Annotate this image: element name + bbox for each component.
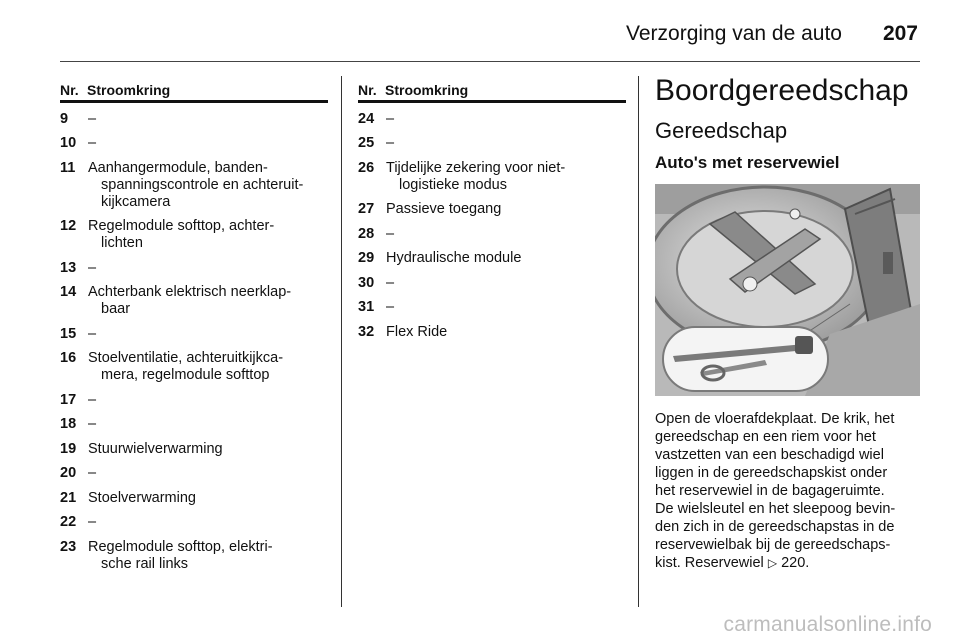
fuse-number: 10	[60, 135, 77, 151]
column-divider-left	[341, 76, 342, 607]
circuit-description-line: Stuurwielverwarming	[88, 440, 223, 457]
circuit-description	[87, 539, 328, 573]
fuse-number: 15	[60, 325, 77, 342]
circuit-description	[385, 160, 626, 194]
circuit-description	[385, 201, 626, 218]
table-header	[358, 82, 626, 103]
header-rule	[60, 61, 920, 62]
table-header	[60, 82, 328, 103]
circuit-description-line: –	[386, 225, 395, 242]
circuit-description	[385, 135, 626, 152]
circuit-description-line: Aanhangermodule, banden-	[88, 159, 268, 176]
paragraph-line: Open de vloerafdekplaat. De krik, het	[655, 411, 895, 427]
paragraph-line: vastzetten van een beschadigd wiel	[655, 447, 884, 463]
circuit-description-line: Hydraulische module	[386, 250, 522, 266]
table-row	[358, 111, 626, 128]
fuse-number: 24	[358, 110, 375, 127]
circuit-description	[87, 441, 328, 458]
fuse-number: 16	[60, 350, 77, 366]
fuse-number: 19	[60, 440, 77, 457]
cross-reference-page-link[interactable]: 220.	[781, 555, 810, 571]
circuit-description-line: –	[386, 110, 395, 127]
fuse-table-right	[358, 82, 626, 341]
circuit-description-line: mera, regelmodule softtop	[101, 367, 270, 383]
fuse-number: 32	[358, 323, 375, 340]
fuse-number: 13	[60, 259, 77, 276]
arrow-reference-icon: ▷	[767, 556, 778, 570]
table-row	[358, 250, 626, 267]
table-row	[60, 160, 328, 211]
circuit-description-line: Regelmodule softtop, elektri-	[88, 538, 273, 555]
table-row	[60, 326, 328, 343]
table-row	[60, 441, 328, 458]
table-row	[358, 201, 626, 218]
paragraph-line: gereedschap en een riem voor het	[655, 429, 876, 445]
circuit-description-line: –	[88, 110, 97, 127]
circuit-description-line: –	[88, 465, 97, 481]
circuit-description-line: –	[386, 135, 395, 151]
circuit-description	[385, 299, 626, 316]
paragraph-line-text: kist. Reservewiel	[655, 555, 764, 571]
circuit-description-line: spanningscontrole en achteruit-	[101, 176, 304, 193]
fuse-number: 28	[358, 225, 375, 242]
table-row	[358, 324, 626, 341]
table-row	[60, 465, 328, 482]
circuit-description	[87, 350, 328, 384]
circuit-description	[87, 392, 328, 409]
circuit-description	[87, 160, 328, 211]
circuit-description-line: Achterbank elektrisch neerklap-	[88, 284, 292, 300]
body-paragraph	[655, 410, 927, 572]
table-row	[60, 260, 328, 277]
table-row	[358, 160, 626, 194]
circuit-description	[87, 284, 328, 318]
circuit-description-line: Stoelventilatie, achteruitkijkca-	[88, 350, 284, 366]
circuit-description-line: Passieve toegang	[386, 201, 502, 217]
circuit-description-line: –	[88, 325, 97, 342]
watermark: carmanualsonline.info	[723, 613, 932, 636]
circuit-description-line: Stoelverwarming	[88, 489, 196, 506]
table-row	[60, 514, 328, 531]
fuse-number: 23	[60, 538, 77, 555]
circuit-description	[87, 326, 328, 343]
fuse-number: 27	[358, 201, 375, 217]
fuse-number: 31	[358, 299, 375, 315]
circuit-description	[87, 514, 328, 531]
circuit-description	[385, 226, 626, 243]
circuit-description-line: baar	[101, 301, 131, 317]
page-number: 207	[882, 22, 918, 45]
table-row	[60, 416, 328, 433]
table-row	[60, 490, 328, 507]
circuit-description	[87, 135, 328, 152]
column-header-nr: Nr.	[358, 82, 377, 98]
circuit-description-line: Tijdelijke zekering voor niet-	[386, 159, 566, 176]
circuit-description	[385, 275, 626, 292]
table-row	[60, 350, 328, 384]
paragraph-line: reservewielbak bij de gereedschaps-	[655, 537, 891, 553]
fuse-number: 20	[60, 465, 77, 481]
table-row	[60, 135, 328, 152]
table-row	[60, 284, 328, 318]
fuse-number: 9	[60, 110, 69, 127]
circuit-description-line: kijkcamera	[101, 193, 171, 210]
circuit-description	[87, 416, 328, 433]
table-row	[358, 275, 626, 292]
circuit-description	[87, 111, 328, 128]
circuit-description	[87, 490, 328, 507]
column-header-circuit: Stroomkring	[385, 82, 469, 98]
fuse-number: 22	[60, 514, 77, 530]
subsection-heading: Gereedschap	[655, 118, 788, 143]
circuit-description-line: –	[88, 135, 97, 151]
paragraph-line: liggen in de gereedschapskist onder	[655, 465, 888, 481]
circuit-description-line: sche rail links	[101, 555, 189, 572]
spare-wheel-tools-photo	[655, 184, 920, 396]
column-header-circuit: Stroomkring	[87, 82, 171, 98]
table-row	[60, 539, 328, 573]
fuse-number: 29	[358, 250, 375, 266]
fuse-number: 17	[60, 391, 77, 408]
table-row	[60, 392, 328, 409]
circuit-description-line: Flex Ride	[386, 323, 448, 340]
table-row	[358, 135, 626, 152]
circuit-description-line: –	[88, 391, 97, 408]
paragraph-line-last	[655, 554, 927, 572]
circuit-description-line: –	[88, 514, 97, 530]
table-row	[358, 299, 626, 316]
chapter-title: Verzorging van de auto	[626, 22, 842, 45]
circuit-description-line: logistieke modus	[399, 176, 507, 193]
fuse-number: 25	[358, 135, 375, 151]
subsubsection-heading: Auto's met reservewiel	[655, 153, 840, 172]
fuse-number: 18	[60, 416, 77, 432]
table-row	[358, 226, 626, 243]
fuse-number: 11	[60, 159, 76, 176]
paragraph-line: De wielsleutel en het sleepoog bevin-	[655, 501, 896, 517]
circuit-description-line: –	[88, 416, 97, 432]
paragraph-line: het reservewiel in de bagageruimte.	[655, 483, 885, 499]
table-row	[60, 218, 328, 252]
fuse-number: 12	[60, 218, 77, 234]
column-divider-right	[638, 76, 639, 607]
fuse-number: 21	[60, 489, 77, 506]
circuit-description	[87, 465, 328, 482]
circuit-description-line: –	[88, 259, 97, 276]
column-header-nr: Nr.	[60, 82, 79, 98]
circuit-description-line: lichten	[101, 235, 143, 251]
circuit-description	[87, 218, 328, 252]
circuit-description-line: Regelmodule softtop, achter-	[88, 218, 275, 234]
circuit-description	[385, 250, 626, 267]
circuit-description-line: –	[386, 299, 395, 315]
fuse-number: 14	[60, 284, 77, 300]
circuit-description	[87, 260, 328, 277]
table-row	[60, 111, 328, 128]
paragraph-line: den zich in de gereedschapstas in de	[655, 519, 895, 535]
fuse-number: 30	[358, 274, 375, 291]
fuse-number: 26	[358, 159, 375, 176]
circuit-description	[385, 324, 626, 341]
circuit-description	[385, 111, 626, 128]
section-heading: Boordgereedschap	[655, 74, 909, 107]
fuse-table-left	[60, 82, 328, 573]
circuit-description-line: –	[386, 274, 395, 291]
